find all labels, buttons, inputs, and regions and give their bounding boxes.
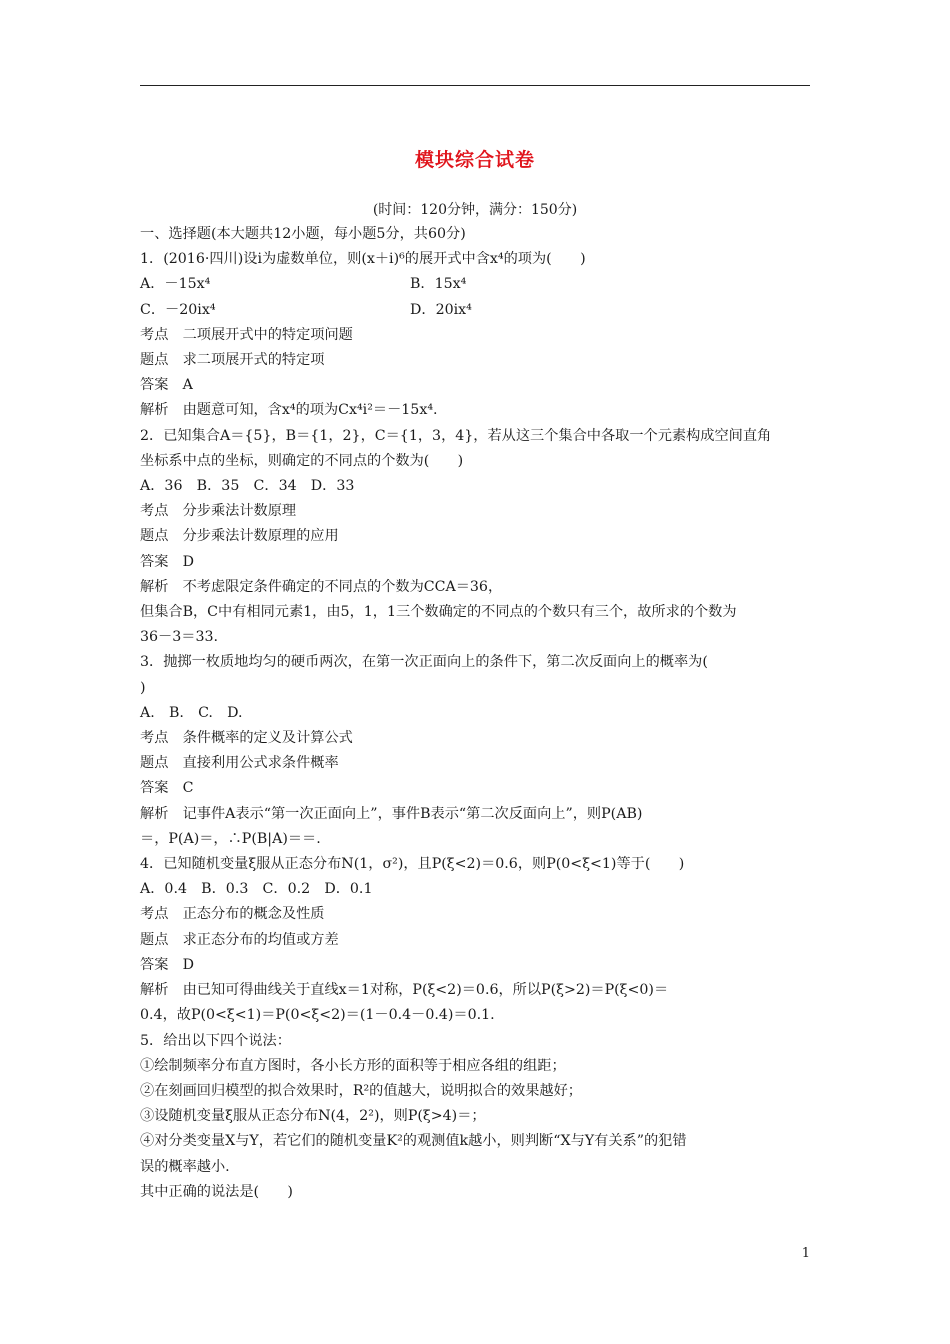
q5-statement-1: ①绘制频率分布直方图时，各小长方形的面积等于相应各组的组距；	[140, 1057, 566, 1074]
q2-options: A．36 B．35 C．34 D．33	[140, 478, 355, 495]
q1-answer: 答案 A	[140, 377, 193, 394]
q1-stem: 1．(2016·四川)设i为虚数单位，则(x＋i)⁶的展开式中含x⁴的项为( )	[140, 251, 586, 268]
q2-analysis-line1: 解析 不考虑限定条件确定的不同点的个数为CCA＝36，	[140, 578, 503, 595]
q4-kaodian: 考点 正态分布的概念及性质	[140, 906, 325, 923]
q5-question: 其中正确的说法是( )	[140, 1183, 293, 1200]
q4-answer: 答案 D	[140, 956, 194, 973]
q3-analysis-line2: ＝，P(A)＝，∴P(B|A)＝＝.	[140, 830, 321, 847]
q5-statement-4-line2: 误的概率越小.	[140, 1158, 230, 1175]
q1-options-row2	[140, 298, 812, 323]
q4-options: A．0.4 B．0.3 C．0.2 D．0.1	[140, 881, 373, 898]
q1-analysis: 解析 由题意可知，含x⁴的项为Cx⁴i²＝－15x⁴.	[140, 402, 438, 419]
q5-statement-4-line1: ④对分类变量X与Y，若它们的随机变量K²的观测值k越小，则判断“X与Y有关系”的犯错	[140, 1133, 687, 1150]
q2-stem-line2: 坐标系中点的坐标，则确定的不同点的个数为( )	[140, 452, 464, 469]
q1-kaodian: 考点 二项展开式中的特定项问题	[140, 326, 353, 343]
q1-option-d: D．20ix⁴	[410, 301, 472, 318]
exam-time-score: (时间：120分钟，满分：150分)	[372, 202, 578, 218]
section-heading: 一、选择题(本大题共12小题，每小题5分，共60分)	[140, 226, 466, 242]
q4-analysis-line1: 解析 由已知可得曲线关于直线x＝1对称，P(ξ<2)＝0.6，所以P(ξ>2)＝P(ξ<0)＝	[140, 982, 669, 999]
q5-statement-3: ③设随机变量ξ服从正态分布N(4，2²)，则P(ξ>4)＝；	[140, 1108, 486, 1125]
q1-options-row1	[140, 272, 812, 297]
q3-analysis-line1: 解析 记事件A表示“第一次正面向上”，事件B表示“第二次反面向上”，则P(AB)	[140, 805, 643, 822]
page-title: 模块综合试卷	[414, 149, 535, 171]
q1-tidian: 题点 求二项展开式的特定项	[140, 352, 325, 369]
q3-tidian: 题点 直接利用公式求条件概率	[140, 755, 339, 772]
exam-content	[140, 222, 812, 1205]
q3-answer: 答案 C	[140, 780, 194, 797]
header-rule	[140, 85, 810, 86]
q2-answer: 答案 D	[140, 553, 194, 570]
q4-stem: 4．已知随机变量ξ服从正态分布N(1，σ²)，且P(ξ<2)＝0.6，则P(0<ξ<1)等于( )	[140, 856, 685, 873]
q2-tidian: 题点 分步乘法计数原理的应用	[140, 528, 339, 545]
q4-tidian: 题点 求正态分布的均值或方差	[140, 931, 339, 948]
q2-kaodian: 考点 分步乘法计数原理	[140, 503, 297, 520]
q2-stem-line1: 2．已知集合A＝{5}，B＝{1，2}，C＝{1，3，4}，若从这三个集合中各取一个元素构成空间直角	[140, 427, 772, 444]
q4-analysis-line2: 0.4，故P(0<ξ<1)＝P(0<ξ<2)＝(1－0.4－0.4)＝0.1.	[140, 1007, 495, 1024]
q1-option-c: C．－20ix⁴	[140, 301, 216, 318]
q3-kaodian: 考点 条件概率的定义及计算公式	[140, 730, 353, 747]
page-number: 1	[801, 1246, 810, 1261]
q5-stem: 5．给出以下四个说法：	[140, 1032, 291, 1049]
q3-stem-line2: )	[140, 679, 146, 696]
q5-statement-2: ②在刻画回归模型的拟合效果时，R²的值越大，说明拟合的效果越好；	[140, 1082, 582, 1099]
q2-analysis-line2: 但集合B，C中有相同元素1，由5，1，1三个数确定的不同点的个数只有三个，故所求的个数为	[140, 604, 737, 621]
q3-options: A. B. C. D.	[140, 704, 243, 721]
q2-analysis-line3: 36－3＝33.	[140, 629, 219, 646]
q1-option-b: B．15x⁴	[410, 276, 467, 293]
q3-stem-line1: 3．抛掷一枚质地均匀的硬币两次，在第一次正面向上的条件下，第二次反面向上的概率为(	[140, 654, 708, 671]
q1-option-a: A．－15x⁴	[140, 276, 211, 293]
